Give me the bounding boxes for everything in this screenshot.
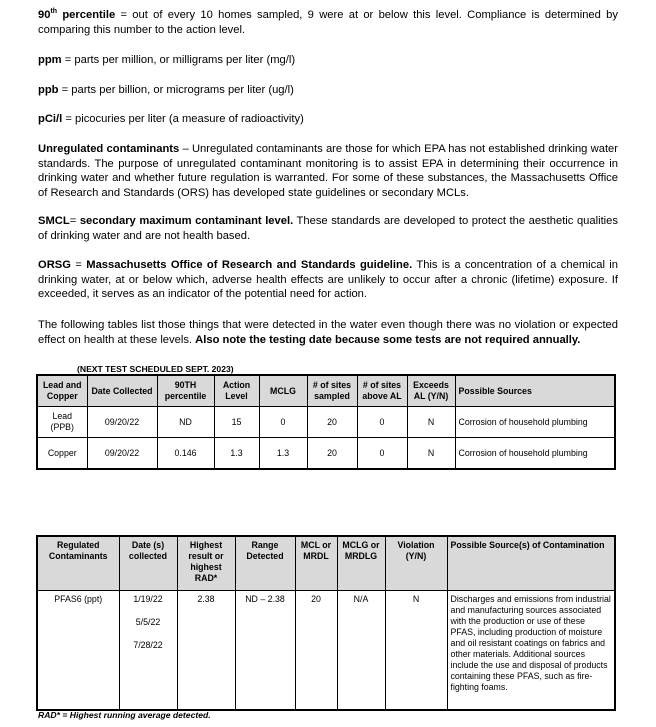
def-ppb: [38, 83, 618, 98]
table-cell: 1.3: [214, 438, 259, 470]
def-orsg: [38, 258, 618, 302]
reg-header-cell: Regulated Contaminants: [37, 536, 119, 591]
orsg-term-a: ORSG: [38, 259, 71, 271]
def-smcl: [38, 214, 618, 243]
table-cell: 0: [357, 438, 407, 470]
lead-table-header-row: [37, 375, 615, 407]
lead-header-cell: Action Level: [214, 375, 259, 407]
unreg-term: Unregulated contaminants: [38, 143, 180, 155]
table-row: [37, 591, 615, 711]
def-90th-percentile: [38, 8, 618, 37]
p90-term: 90: [38, 9, 51, 21]
pci-text: = picocuries per liter (a measure of radioactivity): [62, 113, 304, 125]
table-cell: N: [407, 407, 455, 438]
regulated-contaminants-table: [36, 535, 616, 711]
p90-text: = out of every 10 homes sampled, 9 were at or below this level. Compliance is determined by comparing this number to the action level.: [38, 9, 618, 36]
contaminant-cell: PFAS6 (ppt): [37, 591, 119, 711]
table-cell: 1.3: [259, 438, 307, 470]
lead-header-cell: Exceeds AL (Y/N): [407, 375, 455, 407]
table-cell: Corrosion of household plumbing: [455, 438, 615, 470]
range-cell: ND – 2.38: [235, 591, 295, 711]
ppm-text: = parts per million, or milligrams per liter (mg/l): [61, 54, 296, 66]
def-ppm: [38, 53, 618, 68]
orsg-mid: =: [70, 259, 87, 271]
ppm-term: ppm: [38, 54, 62, 66]
dates-cell: [119, 591, 177, 711]
ppb-text: = parts per billion, or micrograms per liter (ug/l): [58, 84, 294, 96]
def-pci: [38, 112, 618, 127]
mclg-cell: N/A: [337, 591, 385, 711]
reg-header-cell: MCLG or MRDLG: [337, 536, 385, 591]
reg-header-cell: Possible Source(s) of Contamination: [447, 536, 615, 591]
reg-header-cell: Range Detected: [235, 536, 295, 591]
table-cell: 09/20/22: [87, 407, 157, 438]
date-value: 7/28/22: [133, 640, 163, 650]
unreg-text: – Unregulated contaminants are those for which EPA has not established drinking water standards. The purpose of unregulated contaminant monitoring is to assist EPA in determining their occurrence in drinking water and whether future regulation is warranted. For some of these substances, the Massachusetts Office of Research and Standards (ORS) has developed state guidelines or secondary MCLs.: [38, 143, 618, 199]
lead-header-cell: Lead and Copper: [37, 375, 87, 407]
source-cell: Discharges and emissions from industrial and manufacturing sources associated with the production or use of these PFAS, including production of moisture and oil resistant coatings on fabrics and other materials. Additional sources include the use and disposal of products containing these PFAS, such as fire-fighting foams.: [447, 591, 615, 711]
violation-cell: N: [385, 591, 447, 711]
date-value: 5/5/22: [135, 617, 161, 627]
table-cell: ND: [157, 407, 214, 438]
reg-table-header-row: [37, 536, 615, 591]
mcl-cell: 20: [295, 591, 337, 711]
table-cell: 20: [307, 438, 357, 470]
table-cell: 20: [307, 407, 357, 438]
reg-header-cell: MCL or MRDL: [295, 536, 337, 591]
rad-footnote: RAD* = Highest running average detected.: [38, 710, 211, 720]
table-cell: Lead (PPB): [37, 407, 87, 438]
table-cell: 15: [214, 407, 259, 438]
lead-header-cell: Date Collected: [87, 375, 157, 407]
smcl-mid: =: [69, 215, 80, 227]
lead-header-cell: # of sites above AL: [357, 375, 407, 407]
table-cell: 09/20/22: [87, 438, 157, 470]
table-cell: Corrosion of household plumbing: [455, 407, 615, 438]
smcl-term-a: SMCL: [38, 215, 70, 227]
table-cell: N: [407, 438, 455, 470]
reg-header-cell: Highest result or highest RAD*: [177, 536, 235, 591]
table-cell: 0: [259, 407, 307, 438]
lead-header-cell: Possible Sources: [455, 375, 615, 407]
next-test-note: (NEXT TEST SCHEDULED SEPT. 2023): [77, 364, 234, 374]
smcl-term-b: secondary maximum contaminant level.: [79, 215, 294, 227]
smcl-text: These standards are developed to protect the aesthetic qualities of drinking water and are not health based.: [38, 215, 618, 242]
orsg-text: This is a concentration of a chemical in drinking water, at or below which, adverse health effects are unlikely to occur after a chronic (lifetime) exposure. If exceeded, it serves as an indicator of the potential need for action.: [38, 259, 619, 300]
p90-term2: percentile: [57, 9, 116, 21]
lead-header-cell: # of sites sampled: [307, 375, 357, 407]
date-value: 1/19/22: [133, 594, 163, 604]
reg-header-cell: Violation (Y/N): [385, 536, 447, 591]
highest-cell: 2.38: [177, 591, 235, 711]
ppb-term: ppb: [38, 84, 59, 96]
lead-header-cell: 90TH percentile: [157, 375, 214, 407]
table-cell: 0.146: [157, 438, 214, 470]
p90-sup: th: [50, 8, 58, 15]
lead-header-cell: MCLG: [259, 375, 307, 407]
def-unregulated: [38, 142, 618, 200]
table-cell: Copper: [37, 438, 87, 470]
reg-header-cell: Date (s) collected: [119, 536, 177, 591]
table-row: [37, 407, 615, 438]
lead-copper-table: [36, 374, 616, 470]
tables-intro-bold: Also note the testing date because some tests are not required annually.: [195, 333, 581, 346]
pci-term: pCi/l: [38, 113, 63, 125]
table-cell: 0: [357, 407, 407, 438]
table-row: [37, 438, 615, 470]
tables-intro-text: The following tables list those things that were detected in the water even though there was no violation or expected effect on health at these levels.: [38, 319, 618, 346]
orsg-term-b: Massachusetts Office of Research and Standards guideline.: [86, 259, 413, 271]
tables-intro: [38, 318, 618, 347]
